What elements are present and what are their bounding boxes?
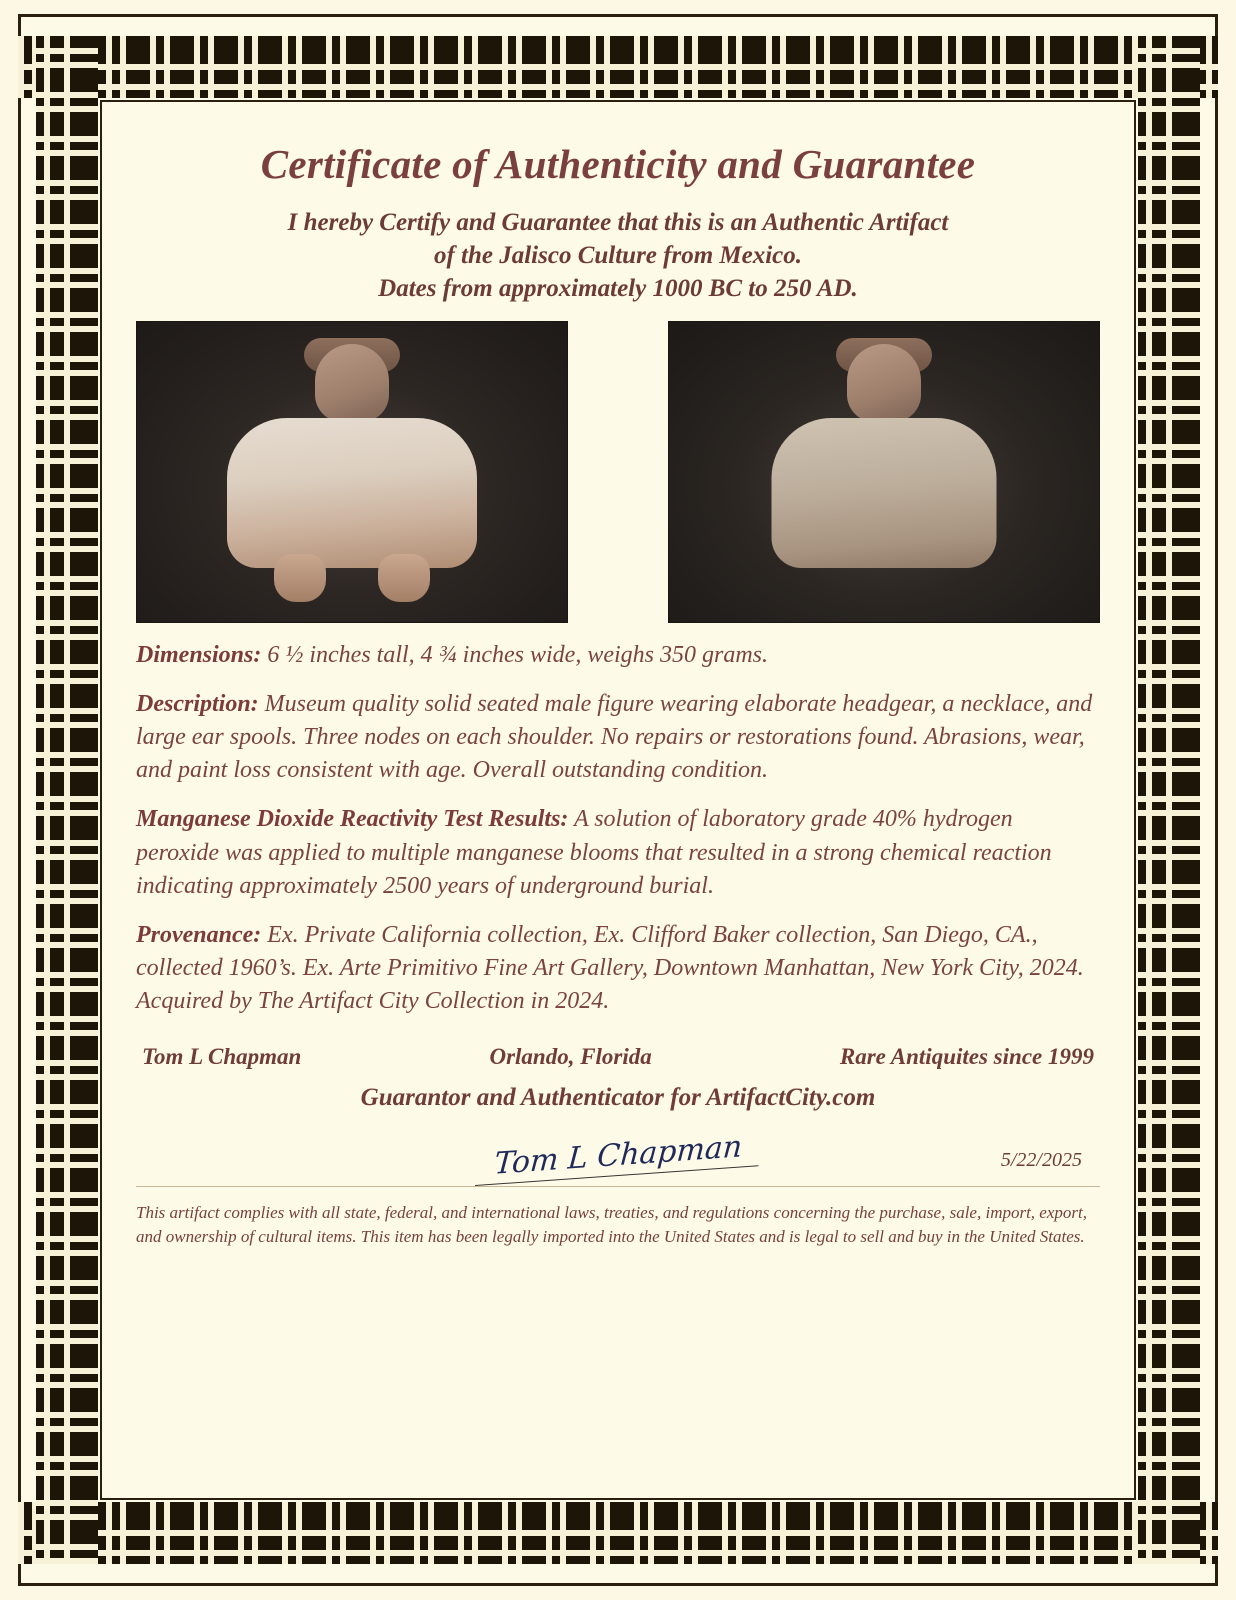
description-label: Description: [136,691,259,718]
artifact-photo-back [668,321,1100,623]
manganese-test-value: A solution of laboratory grade 40% hydrogen peroxide was applied to multiple manganese blooms that resulted in a strong chemical reaction indicating approximately 2500 years of underground burial. [136,806,1052,899]
greek-key-pattern-bottom [18,1502,1218,1564]
greek-key-pattern-right [1138,36,1200,1564]
provenance-value: Ex. Private California collection, Ex. Clifford Baker collection, San Diego, CA., collected 1960’s. Ex. Arte Primitivo Fine Art Gallery, Downtown Manhattan, New York City, 2024. Acquired by The Artifact City Collection in 2024. [136,921,1084,1014]
certification-statement [136,206,1100,305]
signature-date: 5/22/2025 [1000,1149,1082,1172]
figurine-body [227,418,477,568]
artifact-photo-front [136,321,568,623]
legal-disclaimer: This artifact complies with all state, federal, and international laws, treaties, and regulations concerning the purchase, sale, import, export, and ownership of cultural items. This item has been legally imported into the United States and is legal to sell and buy in the United States. [136,1203,1087,1247]
signer-tagline: Rare Antiquites since 1999 [839,1044,1094,1070]
greek-key-pattern-left [36,36,98,1564]
certification-line-1: I hereby Certify and Guarantee that this is an Authentic Artifact [287,209,949,236]
description-section [136,688,1100,787]
greek-key-border-right [1138,36,1200,1564]
dimensions-label: Dimensions: [136,642,262,668]
guarantor-role-line: Guarantor and Authenticator for ArtifactCity.com [360,1084,876,1112]
provenance-section [136,919,1100,1018]
greek-key-pattern-top [18,36,1218,98]
figurine-leg-right [378,554,430,602]
handwritten-signature: Tom L Chapman [475,1128,761,1186]
manganese-test-section [136,803,1100,902]
certificate-content [112,112,1124,1488]
certification-line-3: Dates from approximately 1000 BC to 250 AD. [378,275,858,302]
figurine-leg-left [274,554,326,602]
description-value: Museum quality solid seated male figure wearing elaborate headgear, a necklace, and large ear spools. Three nodes on each shoulder. No repairs or restorations found. Abrasions, wear, and paint loss consistent with age. Overall outstanding condition. [136,691,1093,784]
greek-key-border-bottom [18,1502,1218,1564]
figurine-head-back [847,344,921,422]
greek-key-border-top [18,36,1218,98]
manganese-test-label: Manganese Dioxide Reactivity Test Results: [136,806,569,833]
greek-key-border-left [36,36,98,1564]
signature-area [136,1118,1100,1182]
artifact-photo-gallery [136,321,1100,623]
provenance-label: Provenance: [136,921,262,948]
figurine-head [315,344,389,422]
signer-location: Orlando, Florida [489,1044,652,1070]
dimensions-value: 6 ½ inches tall, 4 ¾ inches wide, weighs 350 grams. [261,642,768,668]
certification-line-2: of the Jalisco Culture from Mexico. [433,242,803,269]
figurine-body-back [772,418,997,568]
divider [136,1186,1100,1187]
page-title: Certificate of Authenticity and Guarantee [260,141,976,187]
dimensions-section [136,639,1100,672]
signer-name: Tom L Chapman [142,1044,302,1070]
signer-row [136,1044,1100,1070]
